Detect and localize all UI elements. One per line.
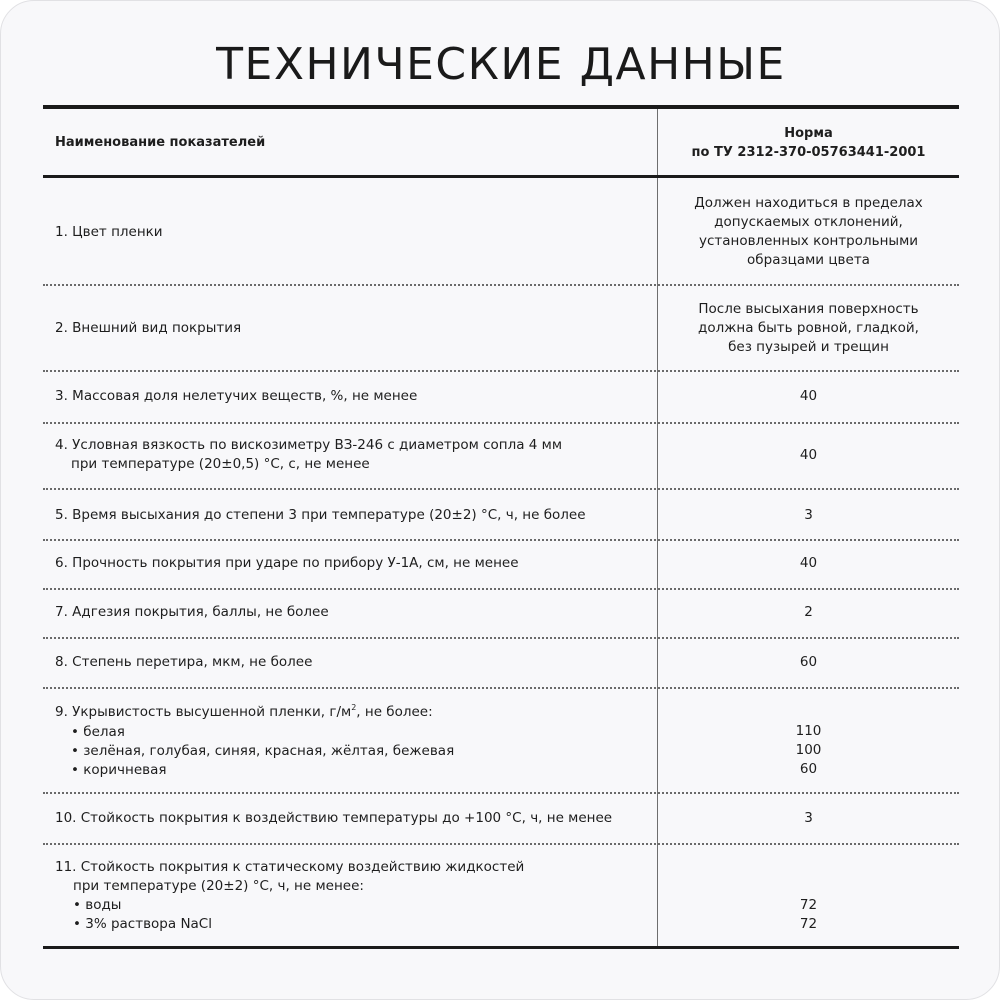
table-bottom-rule <box>43 946 959 949</box>
table-top-rule <box>43 105 959 109</box>
row-list-item: • 3% раствора NaCl <box>73 916 212 932</box>
header-norm-line: Норма <box>784 126 833 141</box>
row-11-value <box>658 896 959 934</box>
row-11-label <box>55 858 651 934</box>
row-value-line: 40 <box>799 555 818 571</box>
row-separator <box>43 488 959 490</box>
row-separator <box>43 687 959 689</box>
row-3-label <box>55 387 651 406</box>
row-value-line: 100 <box>795 742 822 758</box>
row-value-line: Должен находиться в пределах <box>694 195 923 211</box>
row-10-value <box>658 809 959 828</box>
row-value-line: 72 <box>799 916 818 932</box>
page-title: ТЕХНИЧЕСКИЕ ДАННЫЕ <box>216 39 786 90</box>
row-value-line: 60 <box>799 761 818 777</box>
header-norm-line: по ТУ 2312-370-05763441-2001 <box>691 145 926 160</box>
row-1-value <box>658 194 959 270</box>
row-value-line: 3 <box>804 810 813 826</box>
row-separator <box>43 792 959 794</box>
row-value-line: 60 <box>799 654 818 670</box>
row-label-line: 3. Массовая доля нелетучих веществ, %, не менее <box>55 388 418 404</box>
row-separator <box>43 539 959 541</box>
row-6-value <box>658 554 959 573</box>
row-10-label <box>55 809 651 828</box>
row-7-label <box>55 603 651 622</box>
row-label-line: 11. Стойкость покрытия к статическому воздействию жидкостей <box>55 859 525 875</box>
row-value-line: образцами цвета <box>747 252 870 268</box>
row-9-label <box>55 703 651 780</box>
row-separator <box>43 422 959 424</box>
row-1-label <box>55 223 651 242</box>
row-6-label <box>55 554 651 573</box>
row-label-line: 6. Прочность покрытия при ударе по прибору У-1А, см, не менее <box>55 555 519 571</box>
header-norm <box>658 124 959 162</box>
row-separator <box>43 588 959 590</box>
row-value-line: 2 <box>804 604 813 620</box>
header-indicator: Наименование показателей <box>55 135 266 150</box>
row-7-value <box>658 603 959 622</box>
row-list-item: • коричневая <box>71 762 167 778</box>
row-2-label <box>55 319 651 338</box>
row-5-label <box>55 506 651 525</box>
row-list-item: • воды <box>73 897 122 913</box>
row-value-line: установленных контрольными <box>698 233 919 249</box>
row-separator <box>43 370 959 372</box>
row-8-label <box>55 653 651 672</box>
row-value-line: После высыхания поверхность <box>698 301 919 317</box>
row-8-value <box>658 653 959 672</box>
header-rule <box>43 175 959 178</box>
row-2-value <box>658 300 959 357</box>
row-list-item: • зелёная, голубая, синяя, красная, жёлтая, бежевая <box>71 743 455 759</box>
row-label-line: 9. Укрывистость высушенной пленки, $г/м^2$, не более: <box>55 703 433 720</box>
row-5-value <box>658 506 959 525</box>
row-value-line: 3 <box>804 507 813 523</box>
row-label-line: 10. Стойкость покрытия к воздействию температуры до +100 °С, ч, не менее <box>55 810 613 826</box>
row-value-line: 40 <box>799 447 818 463</box>
row-value-line: должна быть ровной, гладкой, <box>698 320 919 336</box>
row-value-line: 40 <box>799 388 818 404</box>
row-label-line: 4. Условная вязкость по вискозиметру ВЗ-246 с диаметром сопла 4 мм <box>55 437 563 453</box>
row-value-line: допускаемых отклонений, <box>714 214 903 230</box>
row-label-line: 7. Адгезия покрытия, баллы, не более <box>55 604 329 620</box>
row-label-line: при температуре (20±2) °С, ч, не менее: <box>73 878 364 894</box>
row-label-line: 1. Цвет пленки <box>55 224 163 240</box>
row-separator <box>43 284 959 286</box>
row-value-line: без пузырей и трещин <box>728 339 889 355</box>
row-4-label <box>55 436 651 474</box>
row-label-line: 5. Время высыхания до степени 3 при температуре (20±2) °С, ч, не более <box>55 507 586 523</box>
row-4-value <box>658 446 959 465</box>
row-value-line: 72 <box>799 897 818 913</box>
row-label-line: 2. Внешний вид покрытия <box>55 320 242 336</box>
row-label-line: при температуре (20±0,5) °С, с, не менее <box>71 456 370 472</box>
row-label-line: 8. Степень перетира, мкм, не более <box>55 654 313 670</box>
row-value-line: 110 <box>795 723 822 739</box>
row-list-item: • белая <box>71 724 125 740</box>
row-separator <box>43 843 959 845</box>
row-9-value <box>658 722 959 779</box>
row-3-value <box>658 387 959 406</box>
row-separator <box>43 637 959 639</box>
